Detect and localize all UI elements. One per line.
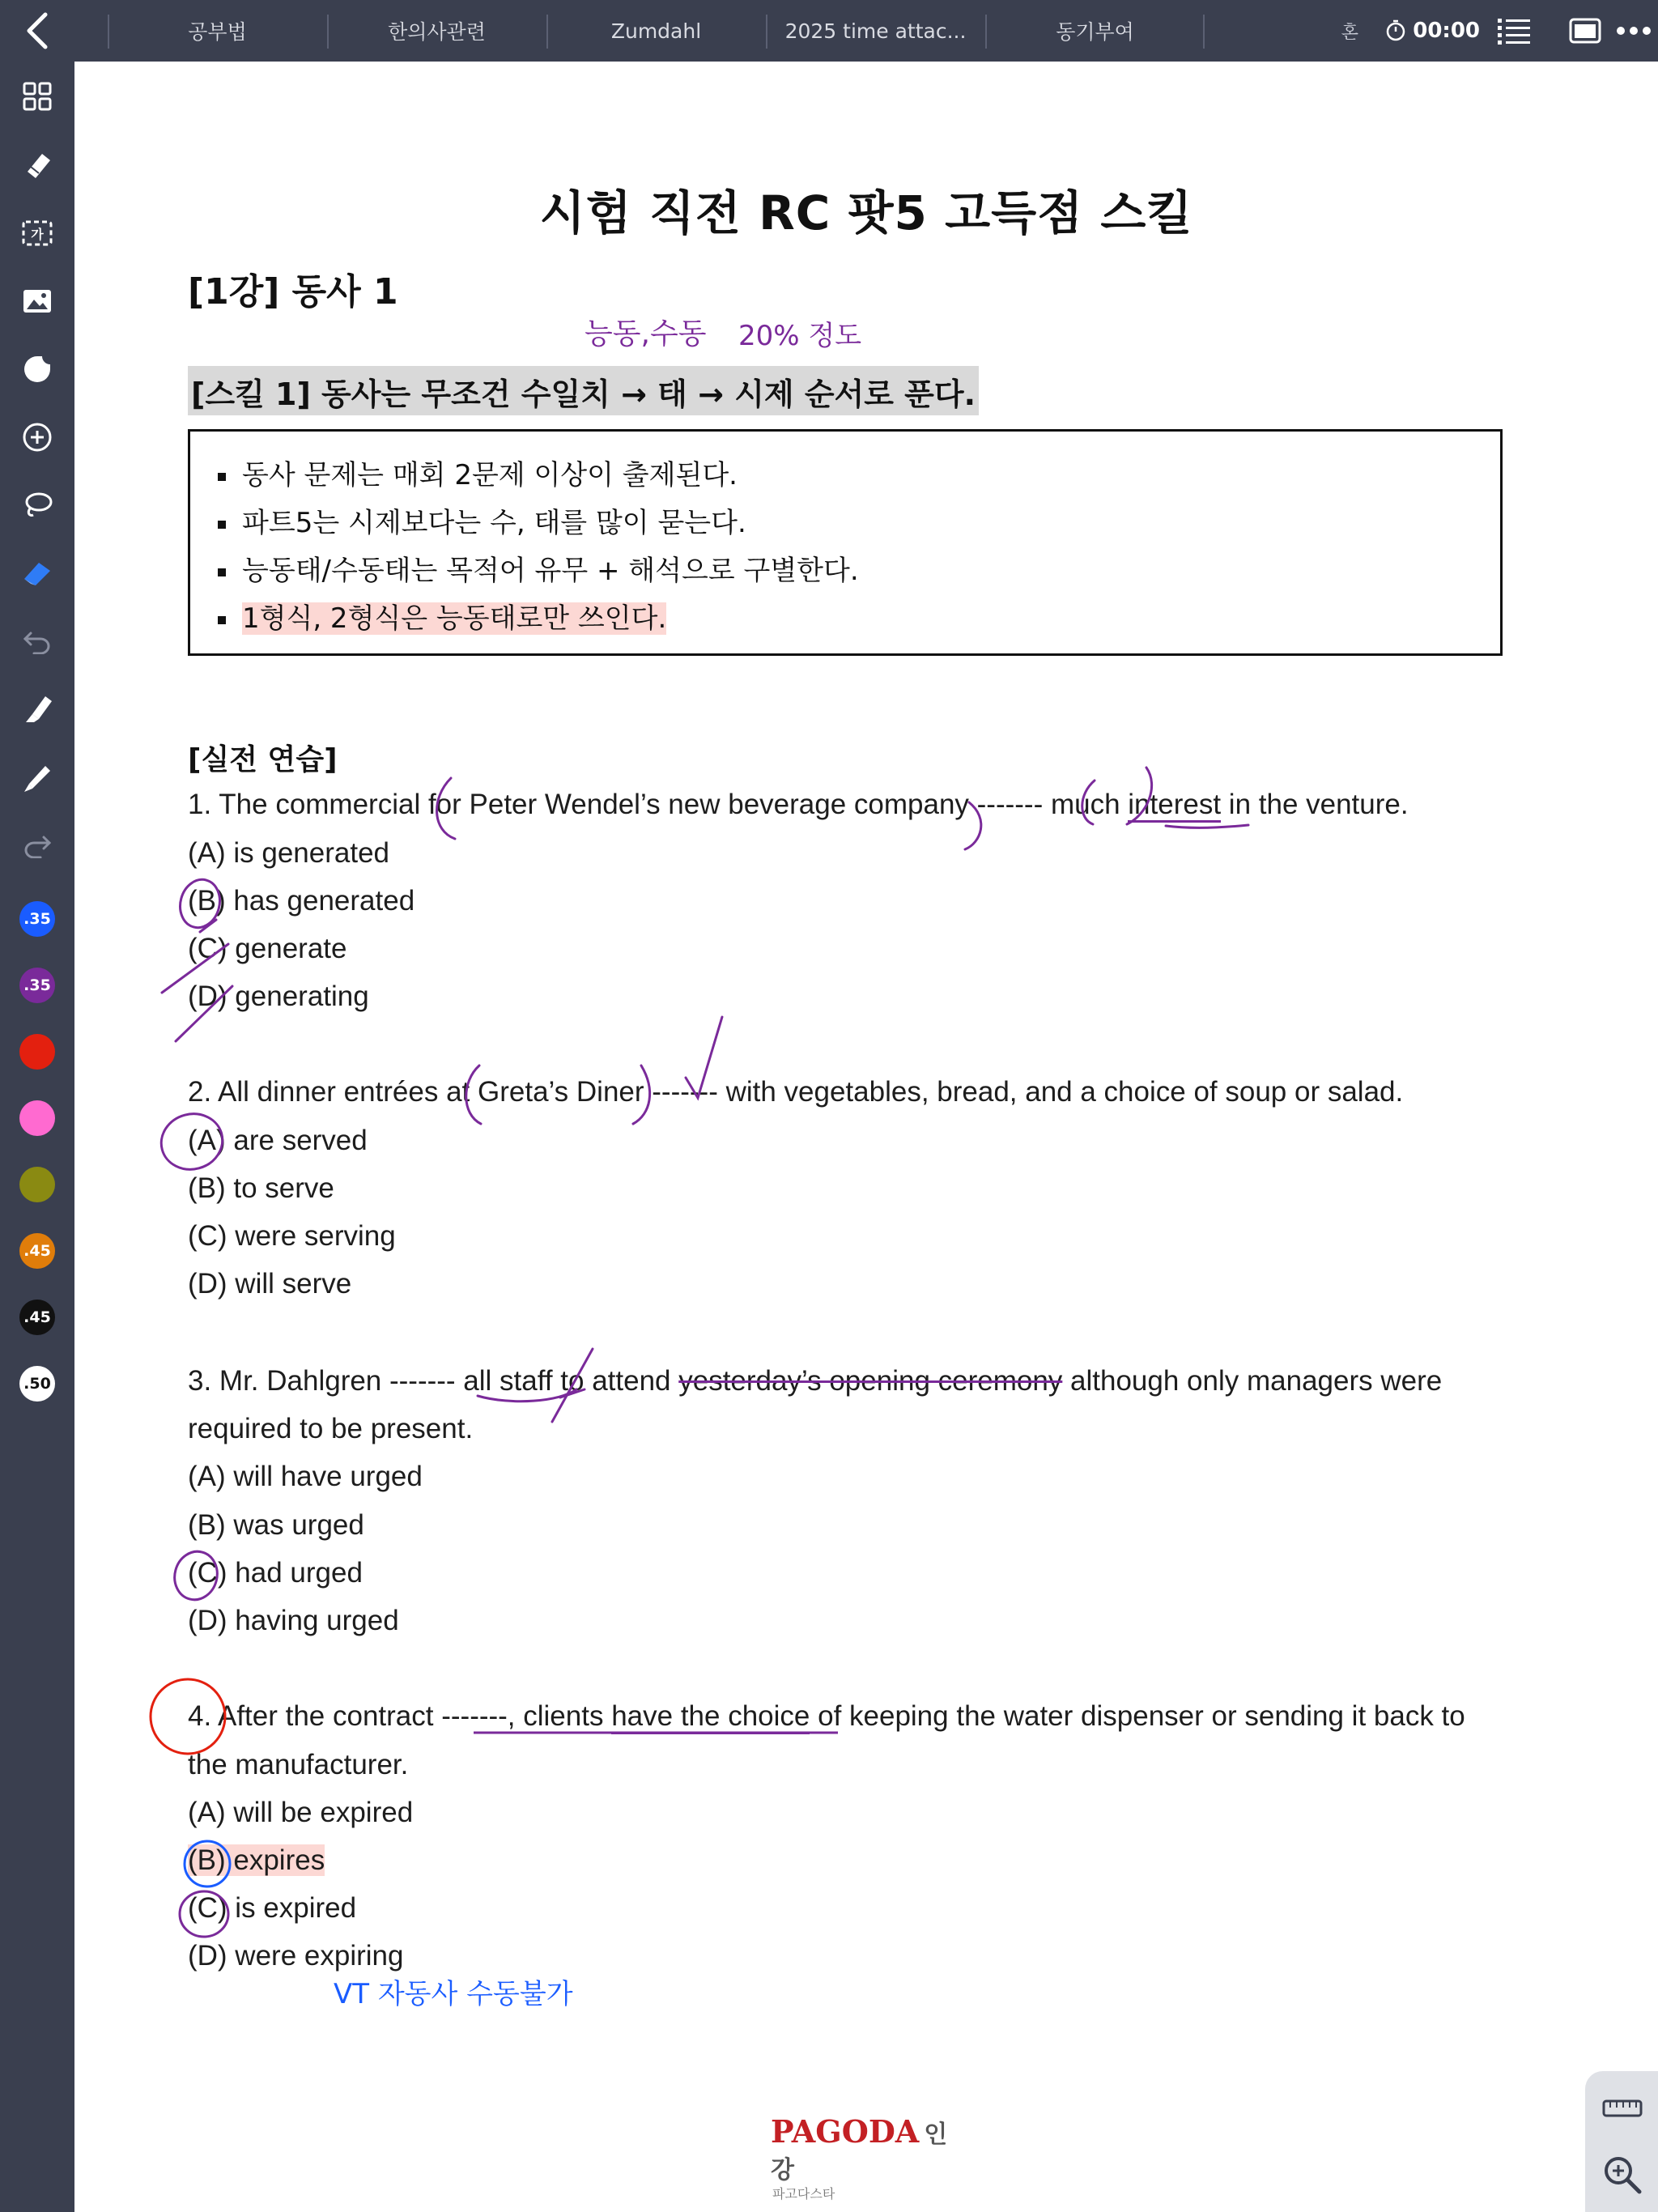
grid-icon [23,82,52,111]
timer-value: 00:00 [1413,19,1480,43]
mode-indicator[interactable] [1341,11,1358,50]
color-swatch-white[interactable]: .50 [19,1366,55,1402]
question-3-option-d: (D) having urged [188,1605,399,1636]
ruler-icon [1602,2096,1643,2121]
question-text: 3. Mr. Dahlgren ------- all staff to attend [188,1365,679,1397]
page-title: 시험 직전 RC 팟5 고득점 스킬 [539,185,1193,240]
back-button[interactable] [13,6,62,55]
document-page[interactable] [74,62,1658,2212]
bullet-item [218,548,859,588]
more-button[interactable] [1616,11,1652,50]
image-icon [22,288,53,314]
redo-button[interactable] [13,821,62,870]
color-swatch-blue[interactable]: .35 [19,901,55,937]
page-view-button[interactable] [1569,11,1601,50]
question-1-option-a: (A) is generated [188,837,390,869]
question-1-stem [188,789,1409,821]
handwritten-note-voice: 능동,수동 [585,317,707,351]
pagoda-logo [771,2113,965,2201]
eraser-icon [21,559,53,587]
timer[interactable] [1385,11,1480,50]
tool-sidebar [0,62,74,2212]
question-3-stem-line2: required to be present. [188,1413,474,1444]
lasso-icon [22,491,53,520]
handwritten-note-percent: 20% 정도 [738,320,862,352]
question-4-option-c: (C) is expired [188,1892,357,1924]
question-2-option-c: (C) were serving [188,1220,396,1252]
text-tool-button[interactable] [13,209,62,257]
question-4-option-a: (A) will be expired [188,1797,414,1828]
bullet-icon [218,568,226,576]
page-list-button[interactable] [1498,11,1530,50]
summary-box [188,429,1503,656]
bullet-icon [218,616,226,624]
bullet-item [218,596,666,636]
underlined-text: interest [1128,789,1221,823]
top-toolbar [0,0,1658,62]
question-text: of keeping the water dispenser or sending it back to [810,1700,1465,1732]
question-1-option-d: (D) generating [188,981,369,1012]
ruler-button[interactable] [1600,2086,1645,2131]
tab-oriental-doctor[interactable]: 한의사관련 [327,0,546,62]
color-swatch-black[interactable]: .45 [19,1300,55,1335]
logo-text: PAGODA [771,2113,920,2150]
zoom-in-icon [1602,2155,1643,2195]
chevron-left-icon [23,11,52,50]
document-tabs [108,0,1205,62]
sticker-tool-button[interactable] [13,345,62,393]
image-tool-button[interactable] [13,277,62,325]
bullet-icon [218,521,226,529]
bullet-item [218,500,746,540]
color-swatch-red[interactable] [19,1034,55,1070]
more-horizontal-icon [1616,26,1652,36]
question-text: 4. After the contract -------, clients [188,1700,612,1732]
question-1-option-b: (B) has generated [188,885,415,917]
add-element-button[interactable] [13,413,62,462]
question-text: in the venture. [1221,789,1409,820]
question-text: 1. The commercial for Peter Wendel’s new beverage company ------- much [188,789,1129,820]
lecture-heading: [1강] 동사 1 [188,271,398,313]
bullet-text: 파트5는 시제보다는 수, 태를 많이 묻는다. [242,507,746,539]
tape-icon [23,151,52,180]
question-1-option-c: (C) generate [188,933,347,964]
question-2-option-d: (D) will serve [188,1268,352,1300]
thumbnails-button[interactable] [13,72,62,121]
zoom-panel [1585,2071,1658,2212]
zoom-button[interactable] [1600,2152,1645,2197]
bullet-item [218,453,738,492]
highlighter-icon [21,693,53,725]
color-swatch-olive[interactable] [19,1167,55,1202]
question-2-option-b: (B) to serve [188,1172,334,1204]
tape-tool-button[interactable] [13,141,62,189]
color-swatch-purple[interactable]: .35 [19,968,55,1003]
list-icon [1498,17,1530,45]
bullet-icon [218,473,226,481]
lasso-tool-button[interactable] [13,481,62,530]
eraser-tool-button[interactable] [13,549,62,598]
sticker-icon [23,355,52,384]
practice-heading: [실전 연습] [188,743,338,776]
question-text: although only managers were [1062,1365,1443,1397]
bullet-text-highlighted: 1형식, 2형식은 능동태로만 쓰인다. [242,602,667,635]
question-2-option-a: (A) are served [188,1125,368,1156]
pen-tool-button[interactable] [13,753,62,802]
tab-study-method[interactable]: 공부법 [108,0,327,62]
tab-motivation[interactable]: 동기부여 [985,0,1205,62]
skill-heading: [스킬 1] 동사는 무조건 수일치 → 태 → 시제 순서로 푼다. [188,366,979,415]
page-layout-icon [1569,18,1601,44]
question-3-option-c: (C) had urged [188,1557,363,1589]
plus-circle-icon [22,422,53,453]
stopwatch-icon [1385,19,1406,42]
bullet-text: 동사 문제는 매회 2문제 이상이 출제된다. [242,459,738,491]
underlined-text: have the choice [611,1700,810,1734]
question-2-stem: 2. All dinner entrées at Greta’s Diner ------- with vegetables, bread, and a choice of soup or salad. [188,1076,1404,1108]
logo-suffix: 인강 [771,2121,948,2184]
pen-icon [21,761,53,793]
redo-icon [23,832,52,858]
question-3-option-b: (B) was urged [188,1509,364,1541]
logo-subtext: 파고다스타 [772,2186,835,2201]
question-4-option-b [188,1844,325,1877]
tab-zumdahl[interactable]: Zumdahl [546,0,766,62]
question-3-option-a: (A) will have urged [188,1461,423,1492]
text-box-icon [22,219,53,248]
question-4-stem-line2: the manufacturer. [188,1749,409,1780]
highlighted-option: (B) expires [188,1844,325,1876]
question-4-option-d: (D) were expiring [188,1940,404,1972]
color-swatch-orange[interactable]: .45 [19,1233,55,1269]
svg-text:가: 가 [31,227,44,242]
handwritten-note-q4: VT 자동사 수동불가 [334,1978,573,2010]
mode-label: 혼 [1341,22,1358,43]
tab-time-attack[interactable]: 2025 time attac... [766,0,985,62]
struck-text: yesterday’s opening ceremony [678,1365,1063,1397]
undo-icon [23,628,52,654]
undo-button[interactable] [13,617,62,666]
bullet-text: 능동태/수동태는 목적어 유무 + 해석으로 구별한다. [242,555,859,587]
question-3-stem [188,1365,1442,1397]
color-swatch-pink[interactable] [19,1100,55,1136]
highlighter-tool-button[interactable] [13,685,62,734]
question-4-stem [188,1700,1465,1733]
